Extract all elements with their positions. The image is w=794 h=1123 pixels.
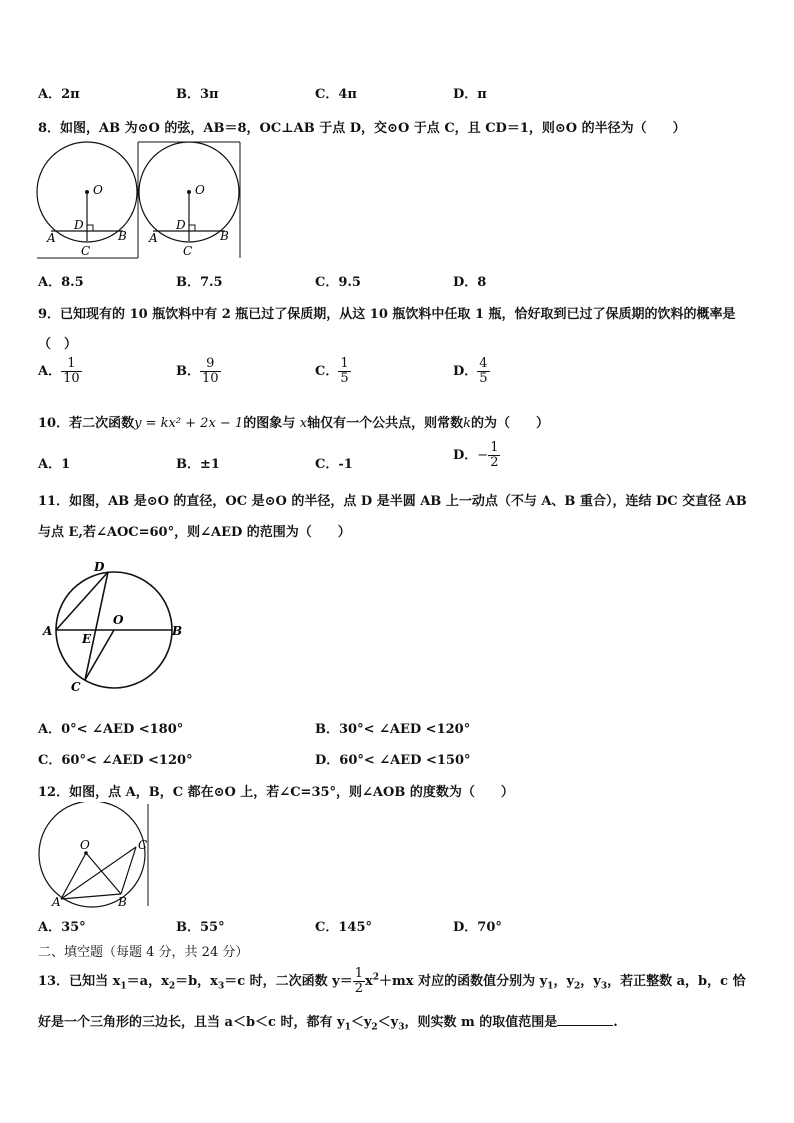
q11-label-a: A	[43, 624, 53, 638]
q10-option-d: D．− $\frac{1}{2}$	[453, 440, 499, 470]
q12-label-b: B	[118, 895, 127, 908]
q8-label-d-left: D	[74, 218, 84, 232]
q11-label-o: O	[113, 613, 124, 627]
q11-question: 11．如图，AB 是⊙O 的直径，OC 是⊙O 的半径，点 D 是半圆 AB 上一动点（不与 A、B 重合），连结 DC 交直径 AB	[38, 494, 747, 509]
q12-option-c: C．145°	[315, 920, 372, 935]
q12-option-d: D．70°	[453, 920, 502, 935]
q12-label-o: O	[80, 838, 90, 852]
q11-option-a: A．0°< ∠AED <180°	[38, 722, 184, 737]
q10-option-c: C．-1	[315, 457, 353, 472]
q10-function: y = kx² + 2x − 1	[134, 416, 244, 431]
q9-question: 9．已知现有的 10 瓶饮料中有 2 瓶已过了保质期，从这 10 瓶饮料中任取 1 瓶，恰好取到已过了保质期的饮料的概率是	[38, 307, 736, 322]
q12-option-a: A．35°	[38, 920, 86, 935]
q9-option-b: B． $\frac{9}{10}$	[176, 356, 219, 386]
q12-option-b: B．55°	[176, 920, 225, 935]
q10-option-a: A．1	[38, 457, 71, 472]
q8-label-b-left: B	[118, 229, 127, 243]
q8-label-o-left: O	[93, 183, 103, 197]
q11-label-b: B	[172, 624, 183, 638]
q12-label-c: C	[138, 838, 148, 852]
q8-option-d: D．8	[453, 275, 487, 290]
q11-label-d: D	[94, 560, 105, 574]
q8-option-a: A．8.5	[38, 275, 84, 290]
q8-label-b-right: B	[220, 229, 229, 243]
q8-label-c-right: C	[183, 244, 193, 258]
q11-label-c: C	[71, 680, 81, 694]
q8-question: 8．如图，AB 为⊙O 的弦，AB＝8，OC⊥AB 于点 D，交⊙O 于点 C，且 CD＝1，则⊙O 的半径为（ ）	[38, 121, 686, 136]
q11-option-b: B．30°< ∠AED <120°	[315, 722, 471, 737]
q13-answer-blank[interactable]	[557, 1015, 613, 1026]
q8-figure	[34, 140, 244, 260]
q13-question-cont: 好是一个三角形的三边长，且当 a＜b＜c 时，都有 $y_1<y_2<y_3$，则实数 m 的取值范围是 .	[38, 1015, 618, 1033]
q7-option-b: B．3π	[176, 87, 219, 102]
q11-question-cont: 与点 E,若∠AOC=60°，则∠AED 的范围为（ ）	[38, 525, 351, 540]
q8-label-c-left: C	[81, 244, 91, 258]
q8-label-a-right: A	[149, 231, 158, 245]
q9-option-c: C． $\frac{1}{5}$	[315, 356, 349, 386]
q12-label-a: A	[52, 895, 61, 908]
q11-option-d: D．60°< ∠AED <150°	[315, 753, 471, 768]
section-title: 二、填空题（每题 4 分，共 24 分）	[38, 945, 249, 960]
q8-label-d-right: D	[176, 218, 186, 232]
q8-label-a-left: A	[47, 231, 56, 245]
q9-option-a: A． $\frac{1}{10}$	[38, 356, 80, 386]
q12-question: 12．如图，点 A，B，C 都在⊙O 上，若∠C=35°，则∠AOB 的度数为（ ）	[38, 785, 514, 800]
q9-option-d: D． $\frac{4}{5}$	[453, 356, 488, 386]
q10-option-b: B．±1	[176, 457, 220, 472]
q7-option-d: D．π	[453, 87, 487, 102]
q8-option-b: B．7.5	[176, 275, 223, 290]
q12-figure	[36, 802, 154, 908]
q11-figure	[38, 556, 188, 696]
q11-option-c: C．60°< ∠AED <120°	[38, 753, 193, 768]
q11-label-e: E	[82, 632, 92, 646]
q7-option-a: A．2π	[38, 87, 80, 102]
q9-question-cont: （ ）	[38, 337, 78, 352]
q10-question: 10．若二次函数y = kx² + 2x − 1的图象与 x轴仅有一个公共点，则常数k的为（ ）	[38, 416, 550, 431]
q7-option-c: C．4π	[315, 87, 357, 102]
q8-label-o-right: O	[195, 183, 205, 197]
q8-option-c: C．9.5	[315, 275, 361, 290]
q13-question: 13．已知当 $x_1=a$，$x_2=b$，$x_3=c$ 时，二次函数 y＝ $\frac{1}{2}$ $x^2+mx$ 对应的函数值分别为 $y_1$，$y_2$，$y_3$，若正整数 a，b，c 恰	[38, 966, 746, 996]
